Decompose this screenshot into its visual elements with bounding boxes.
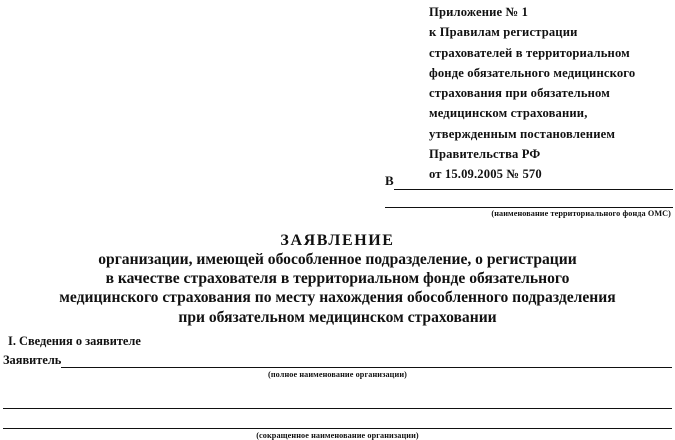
fund-recipient-block xyxy=(385,172,673,218)
applicant-name-continuation-field[interactable] xyxy=(3,407,672,409)
applicant-full-name-field[interactable] xyxy=(61,353,672,368)
appendix-line: фонде обязательного медицинского xyxy=(429,65,636,80)
applicant-block xyxy=(3,352,672,440)
appendix-line: Приложение № 1 xyxy=(429,5,529,19)
document-subtitle-line: организации, имеющей обособленное подразделение, о регистрации xyxy=(98,251,577,268)
appendix-line: страхования при обязательном xyxy=(429,86,610,101)
document-subtitle-line: медицинского страхования по месту нахождения обособленного подразделения xyxy=(59,289,616,307)
document-subtitle-line: в качестве страхователя в территориальном фонде обязательного xyxy=(105,270,570,288)
appendix-reference xyxy=(429,2,675,185)
appendix-line: Правительства РФ xyxy=(429,147,541,162)
applicant-name-row xyxy=(3,352,672,368)
applicant-short-name-field[interactable] xyxy=(3,427,672,429)
fund-name-field[interactable] xyxy=(394,175,673,190)
applicant-label: Заявитель xyxy=(3,353,62,367)
short-name-caption: (сокращенное наименование организации) xyxy=(256,431,419,440)
appendix-line: страхователей в территориальном xyxy=(429,45,630,60)
appendix-line: медицинском страховании, xyxy=(429,106,588,121)
section-heading-applicant-info: I. Сведения о заявителе xyxy=(8,334,141,348)
full-name-caption: (полное наименование организации) xyxy=(268,370,407,379)
appendix-line: утвержденным постановлением xyxy=(429,126,616,141)
fund-prefix-label: В xyxy=(385,173,394,188)
fund-name-field-continuation[interactable] xyxy=(385,206,673,208)
appendix-line: от 15.09.2005 № 570 xyxy=(429,167,542,182)
document-header xyxy=(0,232,675,327)
appendix-line: к Правилам регистрации xyxy=(429,25,578,40)
document-title: ЗАЯВЛЕНИЕ xyxy=(280,232,395,249)
fund-name-caption: (наименование территориального фонда ОМС) xyxy=(491,209,671,218)
fund-name-row xyxy=(385,172,673,190)
document-subtitle-line: при обязательном медицинском страховании xyxy=(178,308,497,326)
